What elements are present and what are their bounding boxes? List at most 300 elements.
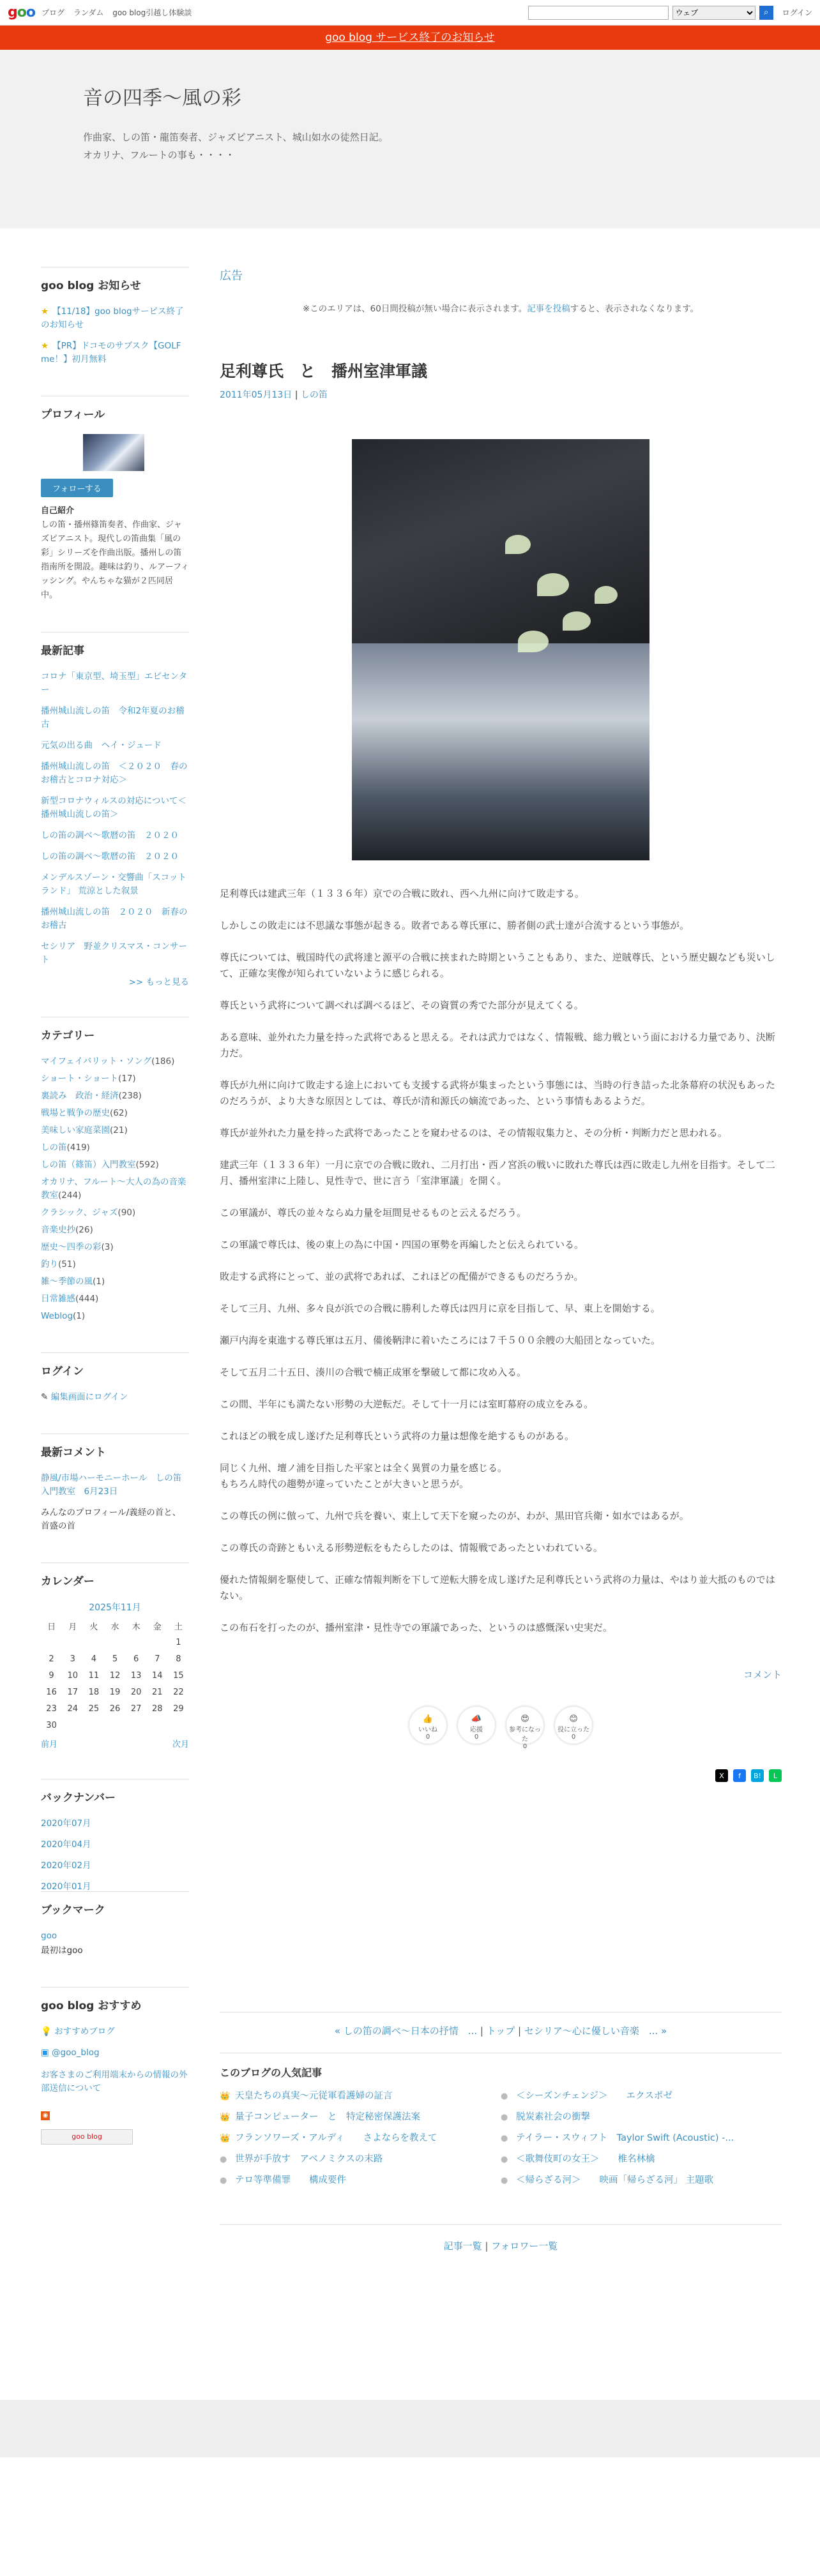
twitter-link[interactable]: @goo_blog <box>52 2048 100 2058</box>
calendar-weekday: 土 <box>174 1622 183 1632</box>
entry-category[interactable]: しの笛 <box>300 390 328 400</box>
category-item[interactable] <box>41 1072 189 1086</box>
notice-link[interactable]: 【PR】ドコモのサブスク【GOLF me！】初月無料 <box>41 341 181 364</box>
backnumber-section <box>41 1779 189 1892</box>
calendar-month[interactable]: 2025年11月 <box>89 1603 141 1613</box>
main-content <box>220 267 782 2252</box>
calendar-day: 8 <box>176 1654 181 1664</box>
calendar-week <box>41 1651 189 1667</box>
recent-item[interactable] <box>41 795 189 821</box>
entry-paragraph: 尊氏が並外れた力量を持った武将であったことを窺わせるのは、その情報収集力と、その分析・判断力だと思われる。 <box>220 1127 727 1139</box>
category-item[interactable] <box>41 1090 189 1103</box>
calendar-day: 4 <box>91 1654 96 1664</box>
footer-links: 記事一覧 | フォロワー一覧 <box>220 2224 782 2252</box>
calendar-next[interactable]: 次月 <box>172 1740 189 1749</box>
reaction-icon: 😍 <box>520 1714 529 1724</box>
follower-list-link[interactable]: フォロワー一覧 <box>491 2240 558 2252</box>
category-link[interactable]: オカリナ、フルート～大人の為の音楽教室 <box>41 1177 186 1201</box>
star-icon: ★ <box>41 306 49 317</box>
calendar-day: 5 <box>112 1654 118 1664</box>
search-input[interactable] <box>528 6 669 20</box>
post-article-link[interactable]: 記事を投稿 <box>527 304 570 314</box>
backnumber-item[interactable] <box>41 1859 189 1873</box>
popular-link[interactable]: テロ等準備罪 構成要件 <box>235 2175 346 2185</box>
calendar-day: 18 <box>88 1687 100 1697</box>
category-link[interactable]: 戦場と戦争の歴史 <box>41 1108 110 1118</box>
reaction-count: 0 <box>571 1734 576 1741</box>
popular-item[interactable] <box>501 2109 782 2123</box>
recent-link[interactable]: 播州城山流しの笛 ＜２０２０ 春のお稽古とコロナ対応＞ <box>41 761 188 785</box>
photo-top-part <box>352 439 649 643</box>
comment-item[interactable] <box>41 1506 189 1533</box>
category-item[interactable] <box>41 1241 189 1254</box>
calendar-day <box>147 1717 168 1734</box>
recent-list <box>41 670 189 967</box>
calendar-day: 17 <box>67 1687 78 1697</box>
hatena-share-icon[interactable]: B! <box>751 1769 764 1782</box>
entry-paragraph: 優れた情報網を駆使して、正確な情報判断を下して逆転大勝を成し遂げた足利尊氏という武将の力量は、やはり並大抵のものではない。 <box>220 1574 775 1601</box>
backnumber-link[interactable]: 2020年01月 <box>41 1882 91 1892</box>
entry-paragraph: そして五月二十五日、湊川の合戦で楠正成軍を撃破して都に攻め入る。 <box>220 1367 527 1378</box>
recent-link[interactable]: 播州城山流しの笛 ２０２０ 新春のお稽古 <box>41 907 188 931</box>
profile-image[interactable] <box>83 434 144 471</box>
popular-item[interactable] <box>220 2152 501 2165</box>
calendar-day: 2 <box>49 1654 54 1664</box>
popular-section <box>220 2065 782 2186</box>
recent-item[interactable] <box>41 739 189 753</box>
recent-link[interactable]: 播州城山流しの笛 令和2年夏のお稽古 <box>41 706 185 730</box>
recent-section <box>41 632 189 987</box>
recent-link[interactable]: メンデルスゾーン・交響曲「スコットランド」 荒涼とした叙景 <box>41 872 186 896</box>
calendar-day: 14 <box>152 1670 163 1681</box>
calendar-weekday: 金 <box>153 1622 162 1632</box>
bookmark-link[interactable]: goo <box>41 1931 57 1941</box>
dot-icon: ● <box>220 2176 227 2185</box>
star-icon: ★ <box>41 341 49 351</box>
reaction-label: 参考になった <box>509 1726 541 1743</box>
entry-photo[interactable] <box>352 439 649 860</box>
popular-item[interactable] <box>501 2152 782 2165</box>
bookmark-desc: 最初はgoo <box>41 1945 83 1956</box>
calendar-day <box>104 1717 125 1734</box>
dot-icon: ● <box>501 2134 508 2143</box>
calendar-day: 26 <box>109 1704 121 1714</box>
category-count: (419) <box>66 1142 90 1153</box>
calendar-day: 30 <box>46 1720 57 1730</box>
calendar-day: 12 <box>109 1670 121 1681</box>
popular-item[interactable] <box>501 2088 782 2102</box>
profile-section <box>41 396 189 603</box>
recommend-item[interactable] <box>41 2025 189 2039</box>
comment-link[interactable]: 静風/市場ハーモニーホール しの笛入門教室 6月23日 <box>41 1473 182 1497</box>
entry-paragraph: この軍議が、尊氏の並々ならぬ力量を垣間見せるものと云えるだろう。 <box>220 1207 527 1218</box>
category-item[interactable] <box>41 1224 189 1237</box>
popular-link[interactable]: 世界が手放す アベノミクスの末路 <box>235 2154 383 2164</box>
popular-link[interactable]: フランソワーズ・アルディ さよならを教えて <box>235 2133 437 2143</box>
category-link[interactable]: Weblog <box>41 1311 73 1321</box>
profile-title: プロフィール <box>41 408 105 421</box>
recent-item[interactable] <box>41 829 189 842</box>
calendar-day <box>126 1717 147 1734</box>
category-item[interactable] <box>41 1107 189 1120</box>
category-link[interactable]: 歴史～四季の彩 <box>41 1242 102 1252</box>
category-item[interactable] <box>41 1141 189 1155</box>
popular-link[interactable]: ＜シーズンチェンジ＞ エクスポゼ <box>516 2091 672 2101</box>
dot-icon: ● <box>501 2155 508 2164</box>
ad-note <box>220 301 782 314</box>
calendar-day <box>126 1634 147 1651</box>
category-title: カテゴリー <box>41 1030 95 1042</box>
category-item[interactable] <box>41 1055 189 1068</box>
rss-icon[interactable]: ◉ <box>41 2111 50 2120</box>
entry-paragraph: 尊氏という武将について調べれば調べるほど、その資質の秀でた部分が見えてくる。 <box>220 1000 584 1011</box>
popular-link[interactable]: 脱炭素社会の衝撃 <box>516 2112 590 2122</box>
category-item[interactable] <box>41 1258 189 1271</box>
recent-item[interactable] <box>41 906 189 932</box>
calendar-weekday: 火 <box>89 1622 98 1632</box>
reaction-count: 0 <box>522 1743 528 1750</box>
reaction-button[interactable] <box>555 1707 592 1744</box>
category-count: (1) <box>73 1311 86 1321</box>
photo-leaf <box>505 535 531 554</box>
reaction-icon: 😊 <box>569 1714 578 1724</box>
recent-item[interactable] <box>41 670 189 697</box>
category-count: (3) <box>101 1242 114 1252</box>
calendar-day: 10 <box>67 1670 78 1681</box>
popular-item[interactable] <box>501 2173 782 2186</box>
crown-icon: 👑 <box>220 2113 231 2122</box>
dot-icon: ● <box>501 2092 508 2101</box>
comments-section <box>41 1434 189 1533</box>
category-count: (238) <box>118 1091 142 1101</box>
line-share-icon[interactable]: L <box>769 1769 782 1782</box>
photo-bottom-part <box>352 643 649 860</box>
calendar-day: 13 <box>130 1670 142 1681</box>
popular-item[interactable] <box>220 2088 501 2102</box>
category-item[interactable] <box>41 1310 189 1323</box>
calendar-weekday: 日 <box>47 1622 56 1632</box>
entry-body <box>220 886 782 1636</box>
category-count: (51) <box>58 1259 76 1269</box>
entry-paragraph: この軍議で尊氏は、後の東上の為に中国・四国の軍勢を再編したと伝えられている。 <box>220 1239 584 1250</box>
backnumber-item[interactable] <box>41 1838 189 1852</box>
category-link[interactable]: クラシック、ジャズ <box>41 1208 118 1218</box>
notice-link[interactable]: 【11/18】goo blogサービス終了のお知らせ <box>41 306 184 330</box>
login-item[interactable] <box>41 1391 189 1404</box>
entry-paragraph: 尊氏については、戦国時代の武将達と源平の合戦に挟まれた時期ということもあり、また、逆賊尊氏、という歴史観なども災いして、正確な実像が知られていないように感じられる。 <box>220 952 775 979</box>
more-link[interactable]: >> もっと見る <box>128 977 189 987</box>
banner-text[interactable]: goo blog サービス終了のお知らせ <box>325 31 495 44</box>
nav-migration[interactable]: goo blog引越し体験談 <box>112 8 192 17</box>
calendar-week <box>41 1717 189 1734</box>
calendar-day: 27 <box>130 1704 142 1714</box>
photo-leaf <box>518 631 549 652</box>
dot-icon: ● <box>501 2113 508 2122</box>
page-footer <box>0 2400 820 2457</box>
entry-paragraph: この間、半年にも満たない形勢の大逆転だ。そして十一月には室町幕府の成立をみる。 <box>220 1398 594 1410</box>
photo-leaf <box>563 611 591 631</box>
popular-item[interactable] <box>501 2130 782 2144</box>
article-list-link[interactable]: 記事一覧 <box>443 2240 482 2252</box>
calendar-day: 1 <box>176 1637 181 1647</box>
recent-link[interactable]: 元気の出る曲 ヘイ・ジュード <box>41 740 162 751</box>
backnumber-link[interactable]: 2020年04月 <box>41 1839 91 1850</box>
entry-paragraph: この布石を打ったのが、播州室津・見性寺での軍議であった、というのは感慨深い史実だ。 <box>220 1622 612 1633</box>
reaction-button[interactable] <box>458 1707 495 1744</box>
notice-item[interactable] <box>41 340 189 366</box>
category-item[interactable] <box>41 1206 189 1220</box>
ad-label: 広告 <box>220 269 243 283</box>
ad-note-text-2: すると、表示されなくなります。 <box>570 304 699 314</box>
calendar-day: 24 <box>67 1704 78 1714</box>
calendar-header-row <box>41 1617 189 1634</box>
category-link[interactable]: マイフェイバリット・ソング <box>41 1056 152 1067</box>
notice-title: goo blog お知らせ <box>41 280 141 292</box>
bookmark-title: ブックマーク <box>41 1904 105 1917</box>
calendar-day: 11 <box>88 1670 100 1681</box>
recent-link[interactable]: 新型コロナウィルスの対応について＜播州城山流しの笛＞ <box>41 796 187 820</box>
entry-paragraph: この尊氏の奇跡ともいえる形勢逆転をもたらしたのは、情報戦であったといわれている。 <box>220 1542 603 1554</box>
calendar-day <box>62 1634 83 1651</box>
calendar-week <box>41 1667 189 1684</box>
entry-paragraph: 建武三年（１３３６年）一月に京での合戦に敗れ、二月打出・西ノ宮浜の戦いに敗れた尊氏は西に敗走し九州を目指す。そして二月、播州室津に上陸し、見性寺で、世に言う「室津軍議」を開く。 <box>220 1159 775 1187</box>
entry-paragraph: 敗走する武将にとって、並の武将であれば、これほどの配備ができるものだろうか。 <box>220 1271 584 1282</box>
reaction-icon: 👍 <box>422 1714 434 1724</box>
reaction-button[interactable] <box>409 1707 446 1744</box>
bookmark-section <box>41 1891 189 1958</box>
photo-leaf <box>595 586 618 604</box>
service-end-banner[interactable] <box>0 26 820 50</box>
pencil-icon: ✎ <box>41 1392 51 1402</box>
calendar-day: 28 <box>152 1704 163 1714</box>
recommend-section <box>41 1987 189 2145</box>
recent-item[interactable] <box>41 871 189 898</box>
goo-blog-badge[interactable]: goo blog <box>41 2129 133 2145</box>
notice-section <box>41 267 189 366</box>
calendar-table <box>41 1617 189 1734</box>
calendar-day: 6 <box>133 1654 139 1664</box>
category-count: (444) <box>75 1294 99 1304</box>
calendar-day <box>83 1634 104 1651</box>
goo-logo[interactable]: goo <box>8 4 35 20</box>
calendar-day <box>147 1634 168 1651</box>
nav-blog[interactable]: ブログ <box>42 8 65 17</box>
category-list <box>41 1055 189 1323</box>
global-topbar <box>0 0 820 26</box>
calendar-day: 22 <box>173 1687 184 1697</box>
category-item[interactable] <box>41 1124 189 1137</box>
popular-link[interactable]: 天皇たちの真実～元従軍看護婦の証言 <box>235 2091 393 2101</box>
privacy-link[interactable]: お客さまのご利用端末からの情報の外部送信について <box>41 2070 188 2093</box>
recent-link[interactable]: セシリア 野並クリスマス・コンサート <box>41 941 187 965</box>
entry-title[interactable]: 足利尊氏 と 播州室津軍議 <box>220 362 428 380</box>
category-link[interactable]: 日常雑感 <box>41 1294 75 1304</box>
nav-random[interactable]: ランダム <box>73 8 104 17</box>
recommend-item[interactable] <box>41 2046 189 2060</box>
search-icon[interactable]: ⌕ <box>759 6 773 20</box>
calendar-prev[interactable]: 前月 <box>41 1740 58 1749</box>
popular-link[interactable]: テイラー・スウィフト Taylor Swift (Acoustic) -... <box>516 2133 734 2143</box>
popular-item[interactable] <box>220 2109 501 2123</box>
popular-item[interactable] <box>220 2173 501 2186</box>
recent-item[interactable] <box>41 940 189 967</box>
notice-item[interactable] <box>41 305 189 332</box>
category-count: (90) <box>118 1208 136 1218</box>
blog-header <box>0 50 820 228</box>
recent-link[interactable]: しの笛の調べ～歌暦の笛 ２０２０ <box>41 830 179 841</box>
calendar-section <box>41 1562 189 1749</box>
recommend-title: goo blog おすすめ <box>41 2000 142 2012</box>
category-count: (62) <box>110 1108 128 1118</box>
privacy-item[interactable] <box>41 2069 189 2095</box>
calendar-day: 7 <box>155 1654 160 1664</box>
comments-title: 最新コメント <box>41 1446 106 1459</box>
category-count: (186) <box>151 1056 175 1067</box>
category-link[interactable]: 釣り <box>41 1259 58 1269</box>
comment-link[interactable]: コメント <box>743 1669 782 1681</box>
search-area <box>528 6 812 20</box>
category-link[interactable]: 雑～季節の風 <box>41 1277 93 1287</box>
recent-link[interactable]: コロナ「東京型、埼玉型」エピセンター <box>41 671 187 695</box>
category-link[interactable]: しの笛（篠笛）入門教室 <box>41 1160 136 1170</box>
reaction-count: 0 <box>425 1734 430 1741</box>
twitter-icon: ▣ <box>41 2048 52 2058</box>
calendar-week <box>41 1684 189 1700</box>
reaction-count: 0 <box>474 1734 479 1741</box>
calendar-day <box>83 1717 104 1734</box>
popular-link[interactable]: ＜帰らざる河＞ 映画「帰らざる河」 主題歌 <box>516 2175 714 2185</box>
calendar-day: 23 <box>46 1704 57 1714</box>
recent-item[interactable] <box>41 705 189 731</box>
calendar-day: 29 <box>173 1704 184 1714</box>
dot-icon: ● <box>501 2176 508 2185</box>
global-nav <box>42 7 198 18</box>
prev-entry-link[interactable]: « しの笛の調べ～日本の抒情 ... <box>334 2025 478 2037</box>
dot-icon: ● <box>220 2155 227 2164</box>
reaction-button[interactable] <box>506 1707 543 1750</box>
popular-link[interactable]: 量子コンピューター と 特定秘密保護法案 <box>235 2112 420 2122</box>
facebook-share-icon[interactable]: f <box>733 1769 746 1782</box>
comment-link[interactable]: みんなのプロフィール/義経の首と、首盛の首 <box>41 1508 181 1531</box>
calendar-day: 3 <box>70 1654 75 1664</box>
intro-heading: 自己紹介 <box>41 506 75 516</box>
blog-description-2: オカリナ、フルートの事も・・・・ <box>83 149 235 161</box>
category-item[interactable] <box>41 1275 189 1289</box>
category-count: (26) <box>75 1225 93 1235</box>
entry-paragraph: 同じく九州、壇ノ浦を目指した平家とは全く異質の力量を感じる。 もちろん時代の趨勢が違っていたことが大きいと思うが。 <box>220 1462 508 1490</box>
calendar-day <box>168 1717 189 1734</box>
intro-text: しの笛・播州篠笛奏者、作曲家、ジャズピアニスト。現代しの笛曲集「風の彩」シリーズを作曲出版。播州しの笛指南所を開設。趣味は釣り、ルアーフィッシング。やんちゃな猫が２匹同居中。 <box>41 520 189 600</box>
entry-date[interactable]: 2011年05月13日 <box>220 390 292 400</box>
calendar-week <box>41 1700 189 1717</box>
calendar-day <box>41 1634 62 1651</box>
category-link[interactable]: 裏読み 政治・経済 <box>41 1091 119 1101</box>
login-link[interactable]: ログイン <box>782 8 812 17</box>
calendar-title: カレンダー <box>41 1575 95 1588</box>
recent-link[interactable]: しの笛の調べ～歌暦の笛 ２０２０ <box>41 851 179 862</box>
crown-icon: 👑 <box>220 2134 231 2143</box>
calendar-day: 16 <box>46 1687 57 1697</box>
category-count: (592) <box>135 1160 159 1170</box>
recommend-link[interactable]: おすすめブログ <box>54 2026 115 2037</box>
login-section <box>41 1352 189 1404</box>
category-item[interactable] <box>41 1176 189 1202</box>
rss-item[interactable] <box>41 2108 189 2122</box>
category-link[interactable]: しの笛 <box>41 1142 67 1153</box>
entry-pager: « しの笛の調べ～日本の抒情 ... | トップ | セシリア～心に優しい音楽 ... » <box>220 2012 782 2053</box>
ad-note-text: ※このエリアは、60日間投稿が無い場合に表示されます。 <box>302 304 528 314</box>
next-entry-link[interactable]: セシリア～心に優しい音楽 ... » <box>524 2025 667 2037</box>
popular-list <box>220 2088 782 2186</box>
comment-item[interactable] <box>41 1472 189 1499</box>
calendar-weekday: 木 <box>132 1622 140 1632</box>
entry-paragraph: 足利尊氏は建武三年（１３３６年）京での合戦に敗れ、西へ九州に向けて敗走する。 <box>220 888 584 899</box>
follow-button[interactable]: フォローする <box>41 479 113 497</box>
calendar-day: 9 <box>49 1670 54 1681</box>
calendar-week <box>41 1634 189 1651</box>
calendar-day <box>104 1634 125 1651</box>
reaction-label: 役に立った <box>558 1726 589 1734</box>
category-count: (1) <box>93 1277 105 1287</box>
entry-paragraph: 瀬戸内海を東進する尊氏軍は五月、備後鞆津に着いたころには７千５００余艘の大船団となっていた。 <box>220 1335 661 1346</box>
category-count: (17) <box>118 1074 136 1084</box>
calendar-weekday: 水 <box>110 1622 119 1632</box>
backnumber-item[interactable] <box>41 1817 189 1831</box>
category-section <box>41 1017 189 1323</box>
calendar-day: 21 <box>152 1687 163 1697</box>
blog-title[interactable]: 音の四季～風の彩 <box>83 87 241 110</box>
category-link[interactable]: 美味しい家庭菜園 <box>41 1125 110 1135</box>
reaction-buttons <box>220 1707 782 1750</box>
calendar-day: 25 <box>88 1704 100 1714</box>
blog-description: 作曲家、しの笛・龍笛奏者、ジャズピアニスト、城山如水の徒然日記。 <box>83 131 388 143</box>
category-count: (21) <box>110 1125 128 1135</box>
calendar-weekday: 月 <box>68 1622 77 1632</box>
entry-meta: 2011年05月13日 | しの笛 <box>220 390 328 400</box>
admin-login-link[interactable]: 編集画面にログイン <box>50 1392 128 1402</box>
popular-title: このブログの人気記事 <box>220 2067 323 2079</box>
x-share-icon[interactable]: X <box>715 1769 728 1782</box>
entry-paragraph: ある意味、並外れた力量を持った武将であると思える。それは武力ではなく、情報戦、総力戦という面における力量であり、決断力だ。 <box>220 1031 775 1059</box>
recent-item[interactable] <box>41 760 189 787</box>
reaction-label: 応援 <box>470 1726 483 1734</box>
category-link[interactable]: 音楽史抄 <box>41 1225 75 1235</box>
entry-paragraph: これほどの戦を成し遂げた足利尊氏という武将の力量は想像を絶するものがある。 <box>220 1430 575 1442</box>
backnumber-link[interactable]: 2020年07月 <box>41 1818 91 1829</box>
calendar-day: 15 <box>173 1670 184 1681</box>
backnumber-link[interactable]: 2020年02月 <box>41 1861 91 1871</box>
reaction-icon: 📣 <box>471 1714 482 1724</box>
content-wrap <box>0 267 820 2252</box>
entry-paragraph: しかしこの敗走には不思議な事態が起きる。敗者である尊氏軍に、勝者側の武士達が合流するという事態が。 <box>220 920 690 931</box>
entry-paragraph: そして三月、九州、多々良が浜での合戦に勝利した尊氏は四月に京を目指して、早、東上を開始する。 <box>220 1303 660 1314</box>
category-count: (244) <box>58 1190 82 1201</box>
top-link[interactable]: トップ <box>486 2025 515 2037</box>
search-scope-select[interactable] <box>672 6 755 20</box>
popular-link[interactable]: ＜歌舞伎町の女王＞ 椎名林檎 <box>516 2154 655 2164</box>
popular-item[interactable] <box>220 2130 501 2144</box>
share-buttons <box>220 1769 782 1782</box>
recent-item[interactable] <box>41 850 189 864</box>
sidebar <box>41 267 189 2252</box>
photo-leaf <box>537 573 569 596</box>
category-item[interactable] <box>41 1292 189 1306</box>
login-title: ログイン <box>41 1365 84 1378</box>
reaction-label: いいね <box>418 1726 437 1734</box>
category-item[interactable] <box>41 1158 189 1172</box>
category-link[interactable]: ショート・ショート <box>41 1074 118 1084</box>
calendar-day: 19 <box>109 1687 121 1697</box>
